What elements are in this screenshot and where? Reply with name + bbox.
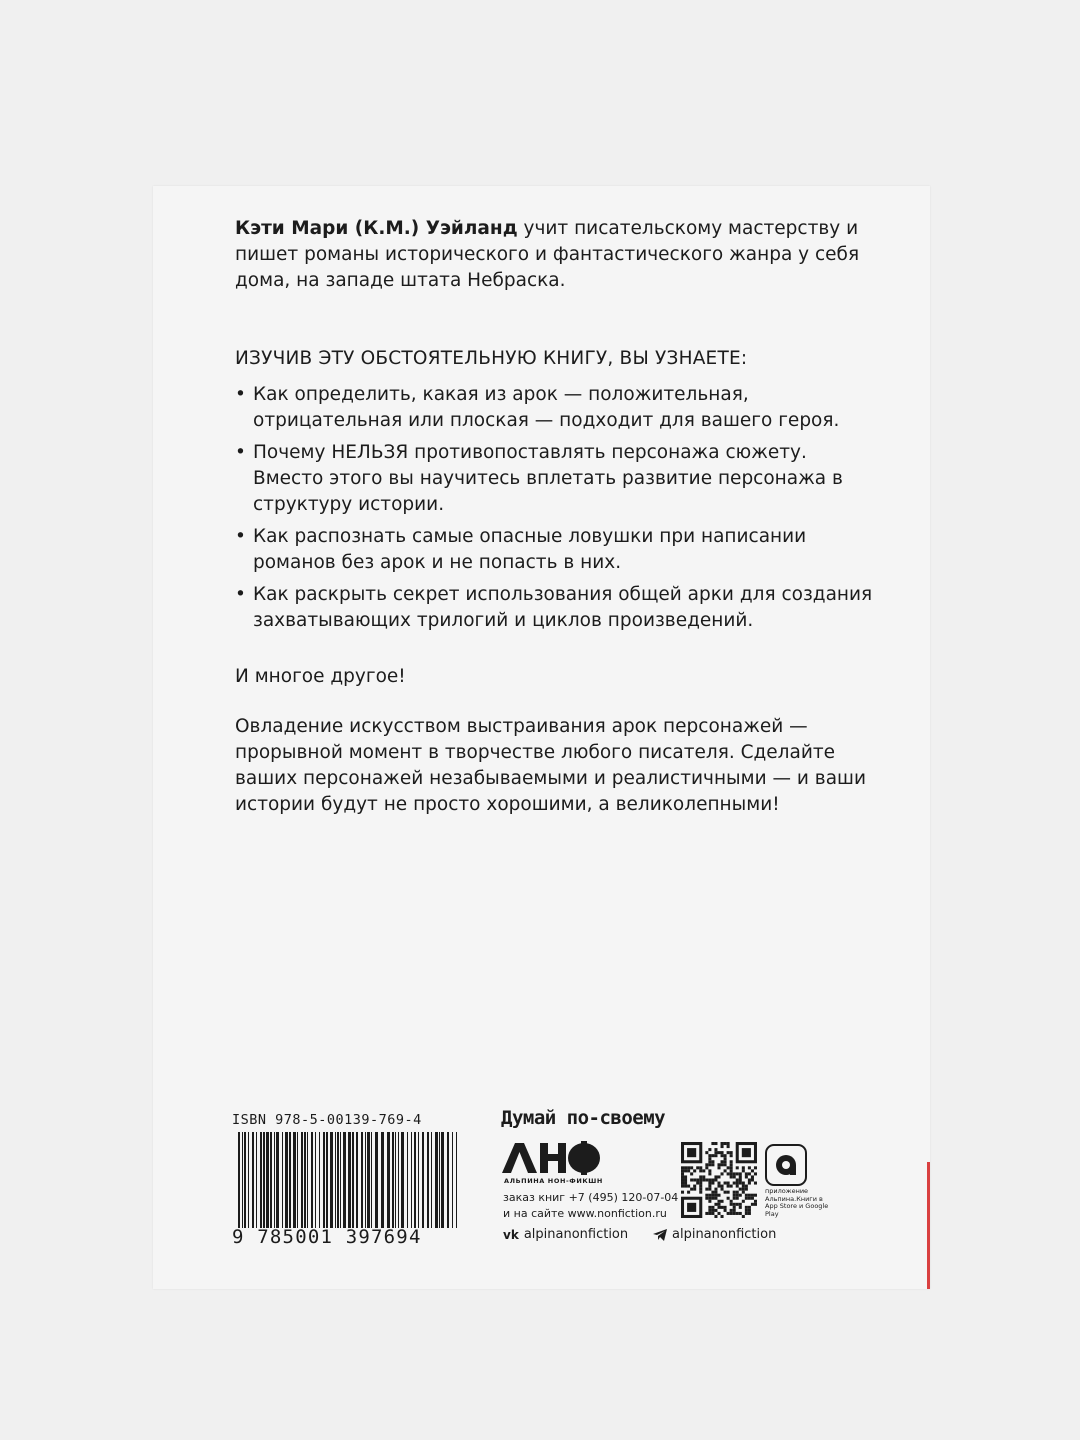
- isbn-label: ISBN 978-5-00139-769-4: [232, 1112, 422, 1128]
- alpina-app-icon: [773, 1152, 799, 1178]
- list-item: • Как раскрыть секрет использования общей арки для создания захватывающих трилогий и циклов произведений.: [235, 582, 875, 634]
- publisher-slogan: Думай по-своему: [501, 1107, 666, 1129]
- publisher-name: АЛЬПИНА НОН-ФИКШН: [504, 1177, 603, 1185]
- app-icon: [765, 1144, 807, 1186]
- learn-heading: ИЗУЧИВ ЭТУ ОБСТОЯТЕЛЬНУЮ КНИГУ, ВЫ УЗНАЕТЕ:: [235, 348, 748, 369]
- telegram-icon: [653, 1229, 667, 1241]
- red-spine-edge: [927, 1162, 930, 1289]
- author-name: Кэти Мари (К.М.) Уэйланд: [235, 218, 518, 239]
- author-paragraph: [235, 216, 875, 294]
- isbn-block: [232, 1112, 467, 1248]
- barcode-digits: 9 785001 397694: [232, 1226, 422, 1248]
- order-info: [503, 1190, 683, 1222]
- app-store-text: приложение Альпина.Книги в App Store и Google Play: [765, 1187, 829, 1218]
- list-item: • Как распознать самые опасные ловушки при написании романов без арок и не попасть в них.: [235, 524, 875, 576]
- qr-code: [681, 1142, 757, 1218]
- book-back-cover: [153, 186, 930, 1289]
- publisher-logo: [502, 1141, 602, 1175]
- order-phone: заказ книг +7 (495) 120-07-04: [503, 1191, 679, 1204]
- order-site: и на сайте www.nonfiction.ru: [503, 1207, 667, 1220]
- and-more-text: И многое другое!: [235, 666, 406, 687]
- author-bio: учит писательскому мастерству и пишет романы исторического и фантастического жанра у себя дома, на западе штата Небраска.: [235, 218, 860, 291]
- vk-icon: vk: [503, 1227, 519, 1242]
- barcode: [232, 1132, 464, 1228]
- telegram-handle: alpinanonfiction: [653, 1227, 776, 1242]
- vk-handle: vk alpinanonfiction: [503, 1227, 629, 1242]
- list-item: • Почему НЕЛЬЗЯ противопоставлять персонажа сюжету. Вместо этого вы научитесь вплетать развитие персонажа в структуру истории.: [235, 440, 875, 518]
- closing-paragraph: Овладение искусством выстраивания арок персонажей — прорывной момент в творчестве любого писателя. Сделайте ваших персонажей незабываемыми и реалистичными — и ваши истории будут не просто хорошими, а великолепными!: [235, 716, 866, 815]
- benefits-list: [235, 382, 875, 640]
- list-item: • Как определить, какая из арок — положительная, отрицательная или плоская — подходит для вашего героя.: [235, 382, 875, 434]
